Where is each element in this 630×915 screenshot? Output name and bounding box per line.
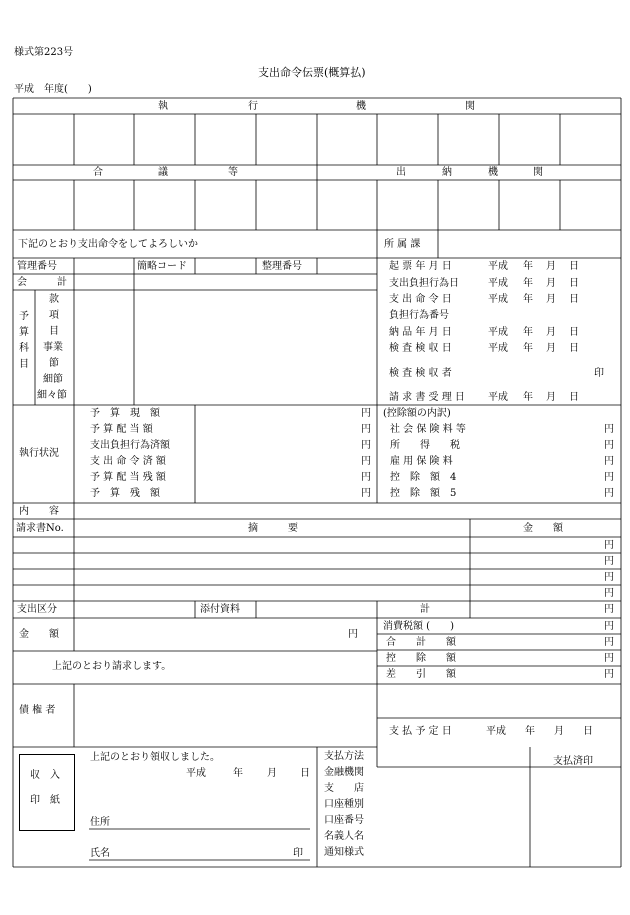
header-treasury-4: 関 (533, 167, 543, 178)
date-kihyo: 起 票 年 月 日 (389, 261, 452, 272)
deduction-total-yen: 円 (604, 653, 614, 664)
heisei-6: 平成 (488, 392, 508, 403)
hi-4: 日 (569, 327, 579, 338)
invoice-no-label: 請求書No. (16, 523, 64, 534)
header-exec-1: 執 (158, 101, 168, 112)
deduction-header: (控除額の内訳) (383, 408, 451, 419)
kamoku-jigyo: 事業 (43, 342, 63, 353)
net-label: 差 引 額 (386, 669, 456, 680)
tsuki-3: 月 (546, 294, 556, 305)
nen-6: 年 (523, 392, 533, 403)
method-7: 通知様式 (324, 847, 364, 858)
scheduled-heisei: 平成 (486, 726, 506, 737)
yosan-1: 予 (19, 311, 29, 322)
header-treasury-3: 機 (488, 167, 498, 178)
tsuki-4: 月 (546, 327, 556, 338)
date-futan: 支出負担行為日 (389, 278, 459, 289)
date-meirei: 支 出 命 令 日 (389, 294, 452, 305)
kaikei-label-2: 計 (57, 277, 67, 288)
method-6: 名義人名 (324, 831, 364, 842)
kamoku-kou: 項 (49, 310, 59, 321)
stamp-line-1: 収 入 (30, 770, 60, 781)
kensa-seal: 印 (594, 368, 604, 379)
scheduled-date-label: 支 払 予 定 日 (389, 726, 452, 737)
header-treasury-1: 出 (396, 167, 406, 178)
attachments-label: 添付資料 (200, 604, 240, 615)
inv-yen-4: 円 (604, 588, 614, 599)
kamoku-setsu: 節 (49, 358, 59, 369)
exec-item-1: 予 算 現 額 (90, 408, 160, 419)
ded-yen-5: 円 (604, 488, 614, 499)
kamoku-moku: 目 (49, 326, 59, 337)
header-consult-3: 等 (228, 167, 238, 178)
header-consult-1: 合 (93, 167, 103, 178)
date-kensa: 検 査 検 収 日 (389, 343, 452, 354)
exec-item-4: 支 出 命 令 済 額 (90, 456, 166, 467)
hi-1: 日 (569, 261, 579, 272)
address-label: 住所 (90, 817, 110, 828)
header-exec-4: 関 (465, 101, 475, 112)
header-exec-2: 行 (248, 101, 258, 112)
stamp-line-2: 印 紙 (30, 795, 60, 806)
net-yen: 円 (604, 669, 614, 680)
content-label: 内 容 (19, 506, 59, 517)
method-4: 口座種別 (324, 799, 364, 810)
receipt-hi: 日 (300, 768, 310, 779)
seiri-label: 整理番号 (262, 261, 302, 272)
deduction-total-label: 控 除 額 (386, 653, 456, 664)
tsuki-2: 月 (546, 278, 556, 289)
ded-yen-1: 円 (604, 424, 614, 435)
kamoku-kan: 款 (49, 294, 59, 305)
receipt-nen: 年 (233, 768, 243, 779)
tax-yen: 円 (604, 621, 614, 632)
tax-label: 消費税額 ( ) (383, 621, 454, 632)
method-3: 支 店 (324, 783, 364, 794)
form-title: 支出命令伝票(概算払) (258, 66, 366, 79)
exec-yen-6: 円 (361, 488, 371, 499)
yosan-2: 算 (19, 327, 29, 338)
heisei-3: 平成 (488, 294, 508, 305)
header-treasury-2: 納 (442, 167, 452, 178)
form-number: 様式第223号 (14, 47, 74, 58)
hi-2: 日 (569, 278, 579, 289)
paid-stamp-label: 支払済印 (553, 756, 593, 767)
ded-yen-3: 円 (604, 456, 614, 467)
exec-yen-1: 円 (361, 408, 371, 419)
grand-total-label: 合 計 額 (386, 637, 456, 648)
exec-yen-3: 円 (361, 440, 371, 451)
nen-2: 年 (523, 278, 533, 289)
inv-yen-1: 円 (604, 540, 614, 551)
amount-yen: 円 (348, 629, 358, 640)
exec-item-3: 支出負担行為済額 (90, 440, 170, 451)
deduction-4: 控 除 額 4 (390, 472, 457, 483)
claim-text: 上記のとおり請求します。 (52, 661, 172, 672)
deduction-5: 控 除 額 5 (390, 488, 457, 499)
exec-item-5: 予 算 配 当 残 額 (90, 472, 166, 483)
nen-5: 年 (523, 343, 533, 354)
deduction-3: 雇 用 保 険 料 (390, 456, 453, 467)
exec-item-6: 予 算 残 額 (90, 488, 160, 499)
request-text: 下記のとおり支出命令をしてよろしいか (18, 239, 198, 250)
inv-yen-3: 円 (604, 572, 614, 583)
nen-4: 年 (523, 327, 533, 338)
nen-3: 年 (523, 294, 533, 305)
yosan-4: 目 (19, 359, 29, 370)
deduction-1: 社 会 保 険 料 等 (390, 424, 466, 435)
yosan-3: 科 (19, 343, 29, 354)
kaikei-label-1: 会 (17, 277, 27, 288)
exec-yen-4: 円 (361, 456, 371, 467)
tsuki-5: 月 (546, 343, 556, 354)
ryaku-label: 簡略コード (137, 261, 187, 272)
date-nohin: 納 品 年 月 日 (389, 327, 452, 338)
hi-5: 日 (569, 343, 579, 354)
ded-yen-2: 円 (604, 440, 614, 451)
exec-item-2: 予 算 配 当 額 (90, 424, 153, 435)
invoice-amount-label: 金 額 (523, 523, 563, 534)
kamoku-saisetsu: 細節 (43, 374, 63, 385)
amount-label: 金 額 (19, 629, 59, 640)
scheduled-nen: 年 (525, 726, 535, 737)
kanri-label: 管理番号 (17, 261, 57, 272)
receipt-tsuki: 月 (267, 768, 277, 779)
exec-yen-5: 円 (361, 472, 371, 483)
header-exec-3: 機 (356, 101, 366, 112)
heisei-1: 平成 (488, 261, 508, 272)
method-1: 支払方法 (324, 751, 364, 762)
scheduled-hi: 日 (583, 726, 593, 737)
deduction-2: 所 得 税 (390, 440, 460, 451)
grand-total-yen: 円 (604, 637, 614, 648)
header-consult-2: 議 (158, 167, 168, 178)
ded-yen-4: 円 (604, 472, 614, 483)
hi-3: 日 (569, 294, 579, 305)
heisei-2: 平成 (488, 278, 508, 289)
revenue-stamp-box (19, 754, 75, 831)
tsuki-6: 月 (546, 392, 556, 403)
method-2: 金融機関 (324, 767, 364, 778)
name-label: 氏名 (90, 848, 110, 859)
date-juri: 請 求 書 受 理 日 (389, 392, 465, 403)
heisei-5: 平成 (488, 343, 508, 354)
nen-1: 年 (523, 261, 533, 272)
affiliation-label: 所 属 課 (384, 239, 421, 250)
inv-yen-2: 円 (604, 556, 614, 567)
name-seal: 印 (293, 848, 303, 859)
heisei-4: 平成 (488, 327, 508, 338)
date-futan-no: 負担行為番号 (389, 310, 449, 321)
fiscal-year: 平成 年度( ) (14, 84, 92, 95)
summary-label: 摘 要 (248, 523, 298, 534)
kamoku-saisaisetsu: 細々節 (37, 390, 67, 401)
creditor-label: 債 権 者 (19, 705, 56, 716)
date-kensa-sha: 検 査 検 収 者 (389, 368, 452, 379)
category-label: 支出区分 (17, 604, 57, 615)
method-5: 口座番号 (324, 815, 364, 826)
received-text: 上記のとおり領収しました。 (90, 752, 220, 763)
scheduled-tsuki: 月 (554, 726, 564, 737)
exec-yen-2: 円 (361, 424, 371, 435)
total-label: 計 (420, 604, 430, 615)
total-yen: 円 (604, 604, 614, 615)
tsuki-1: 月 (546, 261, 556, 272)
exec-status-label: 執行状況 (19, 448, 59, 459)
hi-6: 日 (569, 392, 579, 403)
receipt-heisei: 平成 (186, 768, 206, 779)
